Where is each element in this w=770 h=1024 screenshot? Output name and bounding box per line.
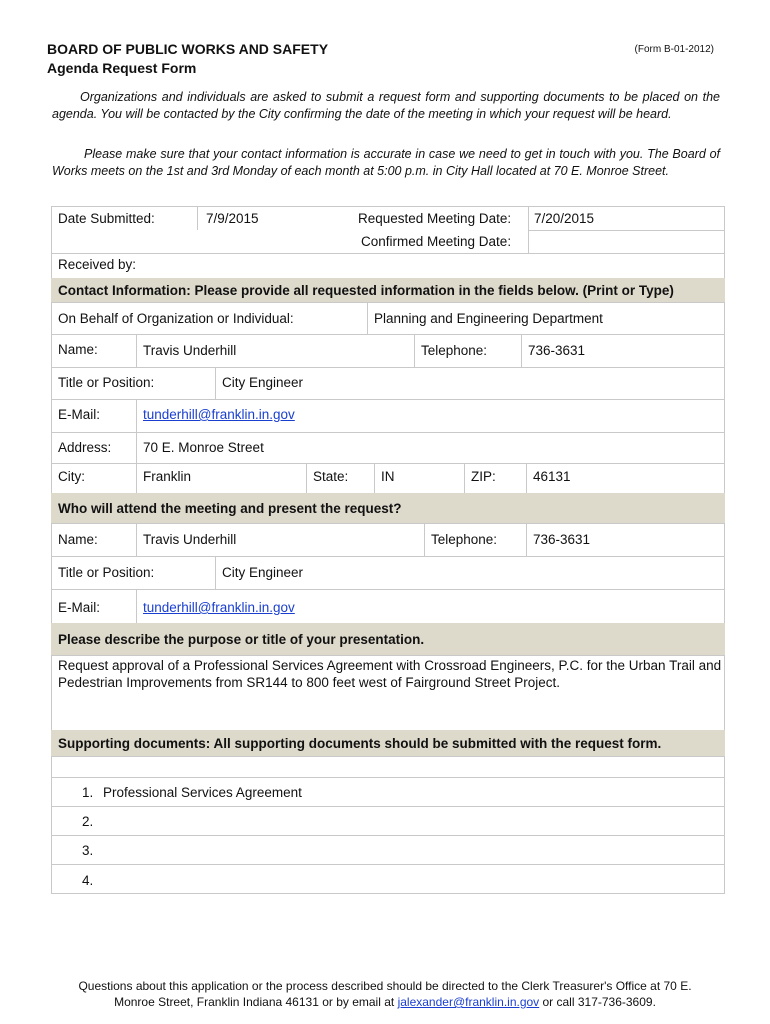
presenter-name-field[interactable]: Travis Underhill bbox=[143, 532, 237, 547]
intro-paragraph-2: Please make sure that your contact information is accurate in case we need to get in touch with you. The Board of Works meets on the 1st and 3rd Monday of each month at 5:00 p.m. in City Hall located at 70 E. Monroe Street. bbox=[52, 147, 720, 178]
presenter-title-label: Title or Position: bbox=[58, 565, 155, 580]
contact-state-field[interactable]: IN bbox=[381, 469, 395, 484]
received-by-label: Received by: bbox=[58, 257, 137, 272]
documents-section-header bbox=[51, 730, 725, 757]
purpose-text-field[interactable]: Request approval of a Professional Services Agreement with Crossroad Engineers, P.C. for the Urban Trail and Pedestrian Improvements from SR144 to 800 feet west of Fairground Street Project. bbox=[58, 658, 722, 690]
footer-line-2-end: or call 317-736-3609. bbox=[539, 995, 656, 1009]
contact-address-label: Address: bbox=[58, 440, 112, 455]
requested-date-label: Requested Meeting Date: bbox=[358, 211, 512, 226]
contact-city-label: City: bbox=[58, 469, 85, 484]
presenter-phone-field[interactable]: 736-3631 bbox=[533, 532, 591, 547]
intro-paragraph-1: Organizations and individuals are asked to submit a request form and supporting documents to be placed on the agenda. You will be contacted by the City confirming the date of the meeting in which your request will be heard. bbox=[52, 90, 720, 121]
contact-name-label: Name: bbox=[58, 342, 98, 357]
contact-title-label: Title or Position: bbox=[58, 375, 155, 390]
contact-city-field[interactable]: Franklin bbox=[143, 469, 192, 484]
date-submitted-label: Date Submitted: bbox=[58, 211, 155, 226]
contact-zip-field[interactable]: 46131 bbox=[533, 469, 571, 484]
form-number: (Form B-01-2012) bbox=[634, 44, 714, 55]
document-item-1[interactable]: Professional Services Agreement bbox=[103, 785, 302, 800]
document-item-3[interactable] bbox=[103, 843, 703, 859]
contact-phone-field[interactable]: 736-3631 bbox=[528, 343, 586, 358]
presenter-header-text: Who will attend the meeting and present the request? bbox=[58, 501, 402, 516]
received-by-field[interactable] bbox=[152, 257, 712, 273]
document-item-number: 3. bbox=[82, 843, 94, 858]
contact-email-link[interactable]: tunderhill@franklin.in.gov bbox=[143, 407, 295, 422]
contact-header-text: Contact Information: Please provide all requested information in the fields below. (Print or Type) bbox=[58, 283, 674, 298]
dates-section bbox=[51, 206, 725, 279]
purpose-section-header bbox=[51, 623, 725, 656]
contact-email-label: E-Mail: bbox=[58, 407, 101, 422]
behalf-field[interactable]: Planning and Engineering Department bbox=[374, 311, 603, 326]
requested-date-field[interactable]: 7/20/2015 bbox=[534, 211, 595, 226]
confirmed-date-field[interactable] bbox=[534, 234, 714, 250]
presenter-name-label: Name: bbox=[58, 532, 98, 547]
presenter-title-field[interactable]: City Engineer bbox=[222, 565, 304, 580]
contact-section bbox=[51, 302, 725, 494]
contact-section-header bbox=[51, 278, 725, 303]
form-subtitle: Agenda Request Form bbox=[47, 60, 197, 76]
contact-zip-label: ZIP: bbox=[471, 469, 496, 484]
contact-state-label: State: bbox=[313, 469, 349, 484]
confirmed-date-label: Confirmed Meeting Date: bbox=[361, 234, 512, 249]
footer-line-1: Questions about this application or the process described should be directed to the Clerk Treasurer's Office at 70 E. bbox=[78, 979, 692, 993]
footer-note bbox=[40, 978, 730, 1010]
presenter-section bbox=[51, 523, 725, 624]
footer-email-link[interactable]: jalexander@franklin.in.gov bbox=[397, 995, 540, 1009]
document-item-number: 4. bbox=[82, 873, 94, 888]
document-item-number: 1. bbox=[82, 785, 94, 800]
contact-name-field[interactable]: Travis Underhill bbox=[143, 343, 237, 358]
form-title: BOARD OF PUBLIC WORKS AND SAFETY bbox=[47, 41, 329, 57]
purpose-header-text: Please describe the purpose or title of your presentation. bbox=[58, 632, 425, 647]
date-submitted-field[interactable]: 7/9/2015 bbox=[206, 211, 259, 226]
presenter-phone-label: Telephone: bbox=[431, 532, 498, 547]
documents-header-text: Supporting documents: All supporting documents should be submitted with the request form. bbox=[58, 736, 662, 751]
presenter-email-link[interactable]: tunderhill@franklin.in.gov bbox=[143, 600, 295, 615]
document-item-2[interactable] bbox=[103, 814, 703, 830]
footer-line-2-start: Monroe Street, Franklin Indiana 46131 or by email at bbox=[114, 995, 398, 1009]
contact-title-field[interactable]: City Engineer bbox=[222, 375, 304, 390]
contact-address-field[interactable]: 70 E. Monroe Street bbox=[143, 440, 264, 455]
presenter-section-header bbox=[51, 493, 725, 524]
footer-line-2 bbox=[40, 994, 730, 1010]
document-item-4[interactable] bbox=[103, 873, 703, 889]
documents-section bbox=[51, 756, 725, 894]
presenter-email-label: E-Mail: bbox=[58, 600, 101, 615]
document-item-number: 2. bbox=[82, 814, 94, 829]
contact-phone-label: Telephone: bbox=[421, 343, 488, 358]
behalf-label: On Behalf of Organization or Individual: bbox=[58, 311, 294, 326]
